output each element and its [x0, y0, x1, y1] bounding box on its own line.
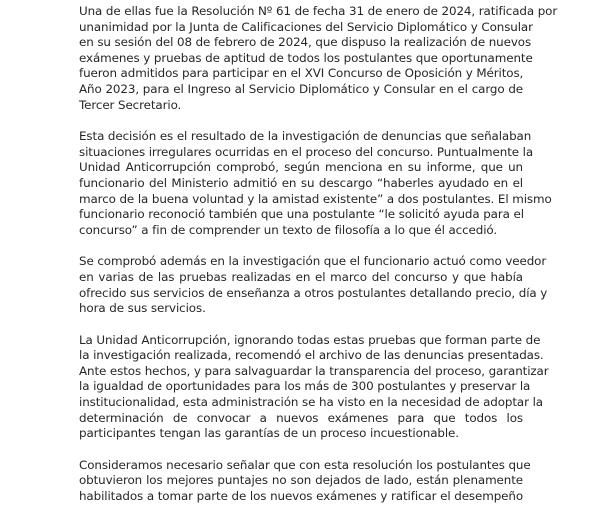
text-line: en su sesión del 08 de febrero de 2024, que dispuso la realización de nuevos: [79, 35, 532, 50]
text-line: Unidad Anticorrupción comprobó, según menciona en su informe, que un: [79, 160, 523, 175]
paragraph-resolution: [79, 4, 558, 113]
text-line: la investigación realizada, recomendó el archivo de las denuncias presentadas.: [79, 348, 544, 363]
text-line: Año 2023, para el Ingreso al Servicio Diplomático y Consular en el cargo de: [79, 81, 523, 96]
paragraph-findings: [79, 254, 548, 316]
paragraph-conclusion: [79, 457, 531, 505]
text-line: marco de la buena voluntad y la amistad existente” a dos postulantes. El mismo: [79, 191, 552, 206]
text-line: habilitados a tomar parte de los nuevos exámenes y ratificar el desempeño: [79, 489, 523, 504]
text-line: obtuvieron los mejores puntajes no son dejados de lado, están plenamente: [79, 473, 523, 488]
text-line: en varias de las pruebas realizadas en el marco del concurso y que había: [79, 269, 523, 284]
paragraph-investigation: [79, 129, 552, 238]
text-column: [79, 4, 558, 521]
text-line: fueron admitidos para participar en el XVI Concurso de Oposición y Méritos,: [79, 66, 524, 81]
text-line: funcionario del Ministerio admitió en su descargo “haberles ayudado en el: [79, 175, 523, 190]
text-line: participantes tengan las garantías de un proceso incuestionable.: [79, 426, 459, 441]
text-line: institucionalidad, esta administración se ha visto en la necesidad de adoptar la: [79, 395, 543, 410]
text-line: exámenes y pruebas de aptitud de todos los postulantes que oportunamente: [79, 50, 533, 65]
text-line: Se comprobó además en la investigación que el funcionario actuó como veedor: [79, 254, 547, 269]
text-line: Ante estos hechos, y para salvaguardar la transparencia del proceso, garantizar: [79, 363, 549, 378]
text-line: ofrecido sus servicios de enseñanza a otros postulantes detallando precio, día y: [79, 285, 548, 300]
text-line: La Unidad Anticorrupción, ignorando todas estas pruebas que forman parte de: [79, 332, 541, 347]
text-line: hora de sus servicios.: [79, 301, 206, 316]
text-line: Consideramos necesario señalar que con esta resolución los postulantes que: [79, 457, 531, 472]
text-line: determinación de convocar a nuevos exámenes para que todos los: [79, 410, 523, 425]
text-line: concurso” a fin de comprender un texto de filosofía a lo que él accedió.: [79, 222, 498, 237]
paragraph-anticorruption: [79, 332, 549, 442]
text-line: la igualdad de oportunidades para los más de 300 postulantes y preservar la: [79, 379, 531, 394]
text-line: Esta decisión es el resultado de la investigación de denuncias que señalaban: [79, 129, 532, 144]
text-line: Una de ellas fue la Resolución Nº 61 de fecha 31 de enero de 2024, ratificada por: [79, 4, 558, 18]
text-line: Tercer Secretario.: [79, 97, 182, 112]
text-line: unanimidad por la Junta de Calificaciones del Servicio Diplomático y Consular: [79, 19, 533, 34]
text-line: funcionario reconoció también que una postulante “le solicitó ayuda para el: [79, 207, 524, 222]
text-line: situaciones irregulares ocurridas en el proceso del concurso. Puntualmente la: [79, 144, 534, 159]
